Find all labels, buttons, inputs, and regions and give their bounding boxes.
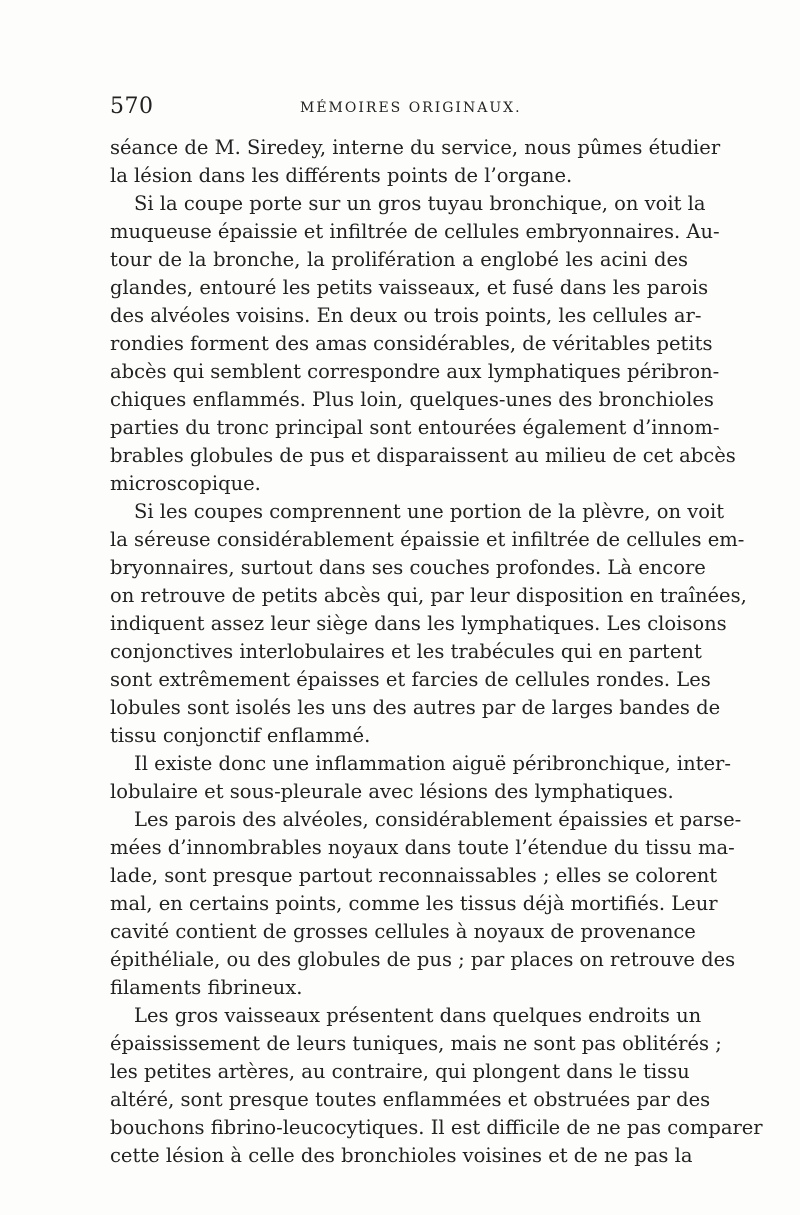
- text-line: rondies forment des amas considérables, de véritables petits: [110, 332, 713, 355]
- text-line: altéré, sont presque toutes enflammées et obstruées par des: [110, 1088, 711, 1111]
- text-line: les petites artères, au contraire, qui plongent dans le tissu: [110, 1060, 690, 1083]
- text-line: lobules sont isolés les uns des autres par de larges bandes de: [110, 696, 721, 719]
- text-line: la séreuse considérablement épaissie et infiltrée de cellules em-: [110, 528, 745, 551]
- body-text: [110, 134, 763, 1170]
- text-line: Si les coupes comprennent une portion de la plèvre, on voit: [134, 500, 725, 523]
- text-line: sont extrêmement épaisses et farcies de cellules rondes. Les: [110, 668, 711, 691]
- text-line: microscopique.: [110, 472, 261, 495]
- text-line: lade, sont presque partout reconnaissables ; elles se colorent: [110, 864, 718, 887]
- text-line: muqueuse épaissie et infiltrée de cellules embryonnaires. Au-: [110, 220, 720, 243]
- text-line: on retrouve de petits abcès qui, par leur disposition en traînées,: [110, 584, 747, 607]
- text-line: filaments fibrineux.: [110, 976, 303, 999]
- text-line: abcès qui semblent correspondre aux lymphatiques péribron-: [110, 360, 720, 383]
- text-line: indiquent assez leur siège dans les lymphatiques. Les cloisons: [110, 612, 727, 635]
- running-head: MÉMOIRES ORIGINAUX.: [300, 100, 522, 116]
- text-line: Les parois des alvéoles, considérablement épaissies et parse-: [134, 808, 742, 831]
- text-line: chiques enflammés. Plus loin, quelques-unes des bronchioles: [110, 388, 714, 411]
- text-line: conjonctives interlobulaires et les trabécules qui en partent: [110, 640, 702, 663]
- text-line: cette lésion à celle des bronchioles voisines et de ne pas la: [110, 1144, 693, 1167]
- page-number: 570: [110, 94, 154, 119]
- text-line: bryonnaires, surtout dans ses couches profondes. Là encore: [110, 556, 706, 579]
- text-line: épithéliale, ou des globules de pus ; par places on retrouve des: [110, 948, 736, 971]
- text-line: mal, en certains points, comme les tissus déjà mortifiés. Leur: [110, 892, 718, 915]
- text-line: des alvéoles voisins. En deux ou trois points, les cellules ar-: [110, 304, 702, 327]
- text-line: mées d’innombrables noyaux dans toute l’étendue du tissu ma-: [110, 836, 735, 859]
- text-line: Les gros vaisseaux présentent dans quelques endroits un: [134, 1004, 702, 1027]
- text-line: brables globules de pus et disparaissent au milieu de cet abcès: [110, 444, 736, 467]
- text-line: la lésion dans les différents points de l’organe.: [110, 164, 573, 187]
- text-line: tour de la bronche, la prolifération a englobé les acini des: [110, 248, 688, 271]
- text-line: cavité contient de grosses cellules à noyaux de provenance: [110, 920, 696, 943]
- text-line: Il existe donc une inflammation aiguë péribronchique, inter-: [134, 752, 731, 775]
- text-line: bouchons fibrino-leucocytiques. Il est difficile de ne pas comparer: [110, 1116, 763, 1139]
- text-line: Si la coupe porte sur un gros tuyau bronchique, on voit la: [134, 192, 706, 215]
- text-line: glandes, entouré les petits vaisseaux, et fusé dans les parois: [110, 276, 709, 299]
- text-line: tissu conjonctif enflammé.: [110, 724, 371, 747]
- page-header: [110, 94, 686, 124]
- text-line: lobulaire et sous-pleurale avec lésions des lymphatiques.: [110, 780, 674, 803]
- text-line: séance de M. Siredey, interne du service, nous pûmes étudier: [110, 136, 721, 159]
- text-line: parties du tronc principal sont entourées également d’innom-: [110, 416, 720, 439]
- text-line: épaississement de leurs tuniques, mais ne sont pas oblitérés ;: [110, 1032, 722, 1055]
